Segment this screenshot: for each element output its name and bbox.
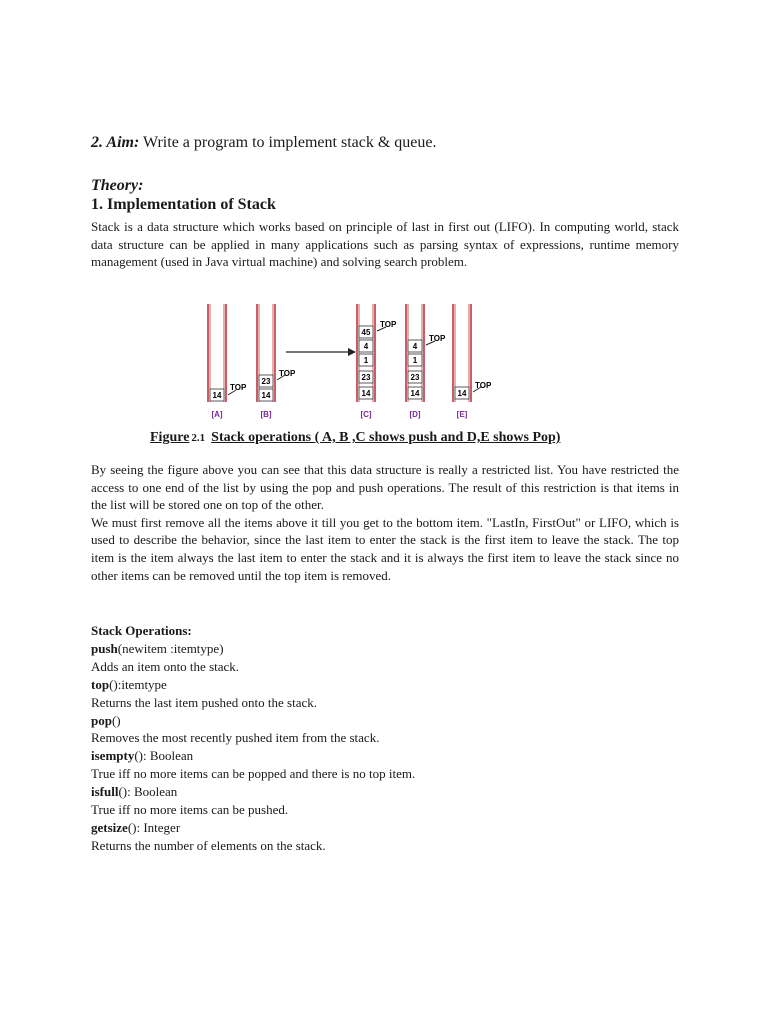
stack-c-item: 4 [363,342,369,351]
operation-params: (newitem :itemtype) [117,640,224,656]
stack-b-label: [B] [260,410,272,419]
stack-c-item: 45 [361,328,371,337]
operation-params: ():itemtype [109,676,167,692]
operation-description: True iff no more items can be pushed. [91,802,289,818]
stack-c-item: 23 [361,373,371,382]
operation-description: Adds an item onto the stack. [91,658,240,674]
push-arrow [286,348,356,356]
stack-operations-list [91,622,415,855]
operation-params: (): Integer [127,819,181,835]
operation-description: Returns the number of elements on the stack. [91,837,326,853]
stack-d-item: 4 [412,342,418,351]
stack-d-label: [D] [409,410,421,419]
operation-params: (): Boolean [118,784,178,800]
figure-caption-number: 2.1 [191,432,206,444]
operation-signature [91,783,415,801]
stack-c-label: [C] [360,410,372,419]
aim-line [91,134,437,152]
stack-b-top-label: TOP [279,369,296,378]
stack-d [406,304,446,419]
operation-params: () [111,712,121,728]
intro-paragraph: Stack is a data structure which works based on principle of last in first out (LIFO). In computing world, stack data structure can be applied in many applications such as parsing syntax of expressions, runtime memory management (used in Java virtual machine) and solving search problem. [91,219,679,270]
aim-label: 2. Aim: [91,134,140,151]
operation-name: isfull [91,784,119,800]
stack-c-item: 1 [363,356,369,365]
figure-caption-prefix: Figure [150,430,190,445]
stack-c [357,304,397,419]
stack-e-top-label: TOP [475,381,492,390]
stack-a [208,304,247,419]
operation-signature [91,747,415,765]
operation-description: Removes the most recently pushed item from the stack. [91,730,380,746]
explanation-paragraph: By seeing the figure above you can see that this data structure is really a restricted list. You have restricted the access to one end of the list by using the pop and push operations. The result of this restriction is that items in the list will be stored one on top of the other. [91,462,679,513]
stack-c-top-label: TOP [380,320,397,329]
stack-d-item: 23 [410,373,420,382]
operation-signature [91,819,415,837]
stack-d-item: 14 [410,389,420,398]
operation-name: pop [91,712,112,728]
stack-e-item: 14 [457,389,467,398]
stack-d-item: 1 [412,356,418,365]
stack-c-item: 14 [361,389,371,398]
operation-signature [91,640,415,658]
stack-b-item: 14 [261,391,271,400]
stack-e-label: [E] [456,410,468,419]
operation-params: (): Boolean [134,748,194,764]
stack-d-top-label: TOP [429,334,446,343]
stack-a-top-label: TOP [230,383,247,392]
stack-a-label: [A] [211,410,223,419]
figure-caption-text: Stack operations ( A, B ,C shows push and D,E shows Pop) [211,430,561,445]
stack-b [257,304,296,419]
operation-name: push [91,640,118,656]
operation-name: getsize [91,819,128,835]
operation-signature [91,676,415,694]
theory-heading: Theory: [91,177,144,194]
operation-signature [91,712,415,730]
stack-a-item: 14 [212,391,222,400]
operation-description: Returns the last item pushed onto the stack. [91,694,318,710]
operation-name: top [91,676,110,692]
stack-operations-figure [200,296,620,426]
lifo-paragraph: We must first remove all the items above it till you get to the bottom item. "LastIn, FirstOut" or LIFO, which is used to describe the behavior, since the last item to enter the stack is the first item to leave the stack. The top item is the item always the last item to enter the stack and it is always the first item to leave the stack since no other items can be removed until the top item is removed. [91,514,679,583]
explanation-block [91,461,679,584]
operation-name: isempty [91,748,135,764]
stack-e [453,304,492,419]
operation-description: True iff no more items can be popped and there is no top item. [91,766,416,782]
figure-caption [150,430,560,446]
stack-b-item: 23 [261,377,271,386]
section-title: 1. Implementation of Stack [91,196,276,213]
aim-text: Write a program to implement stack & queue. [139,134,437,151]
operations-heading: Stack Operations: [91,623,192,638]
